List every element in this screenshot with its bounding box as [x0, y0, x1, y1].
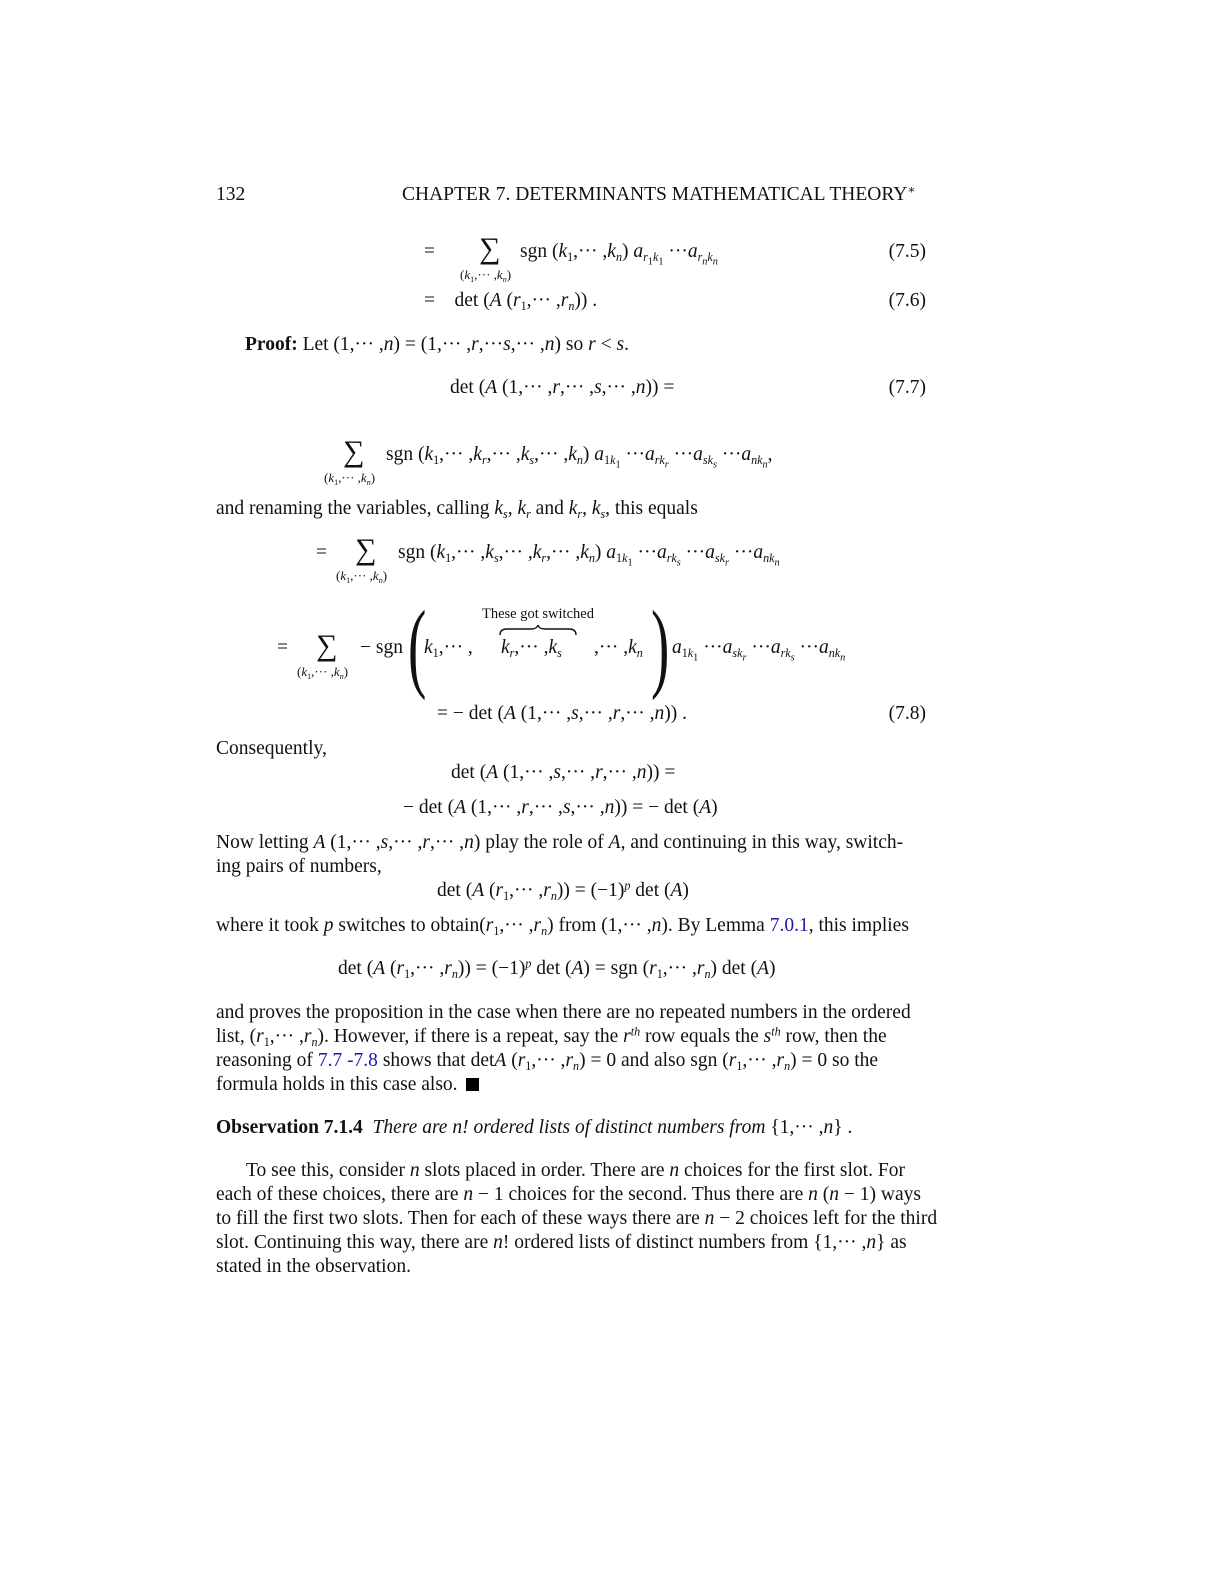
eq-7-7: det (A (1,··· ,r,··· ,s,··· ,n)) =: [450, 377, 675, 398]
sum-sign: ∑: [355, 533, 377, 566]
text: choices for the first slot. For: [683, 1160, 905, 1181]
equation-number: (7.6): [888, 290, 926, 311]
closing-line-1: To see this, consider n slots placed in order. There are n choices for the first slot. For: [246, 1160, 905, 1181]
renaming-line: and renaming the variables, calling $k_s$, $k_r$ and $k_r$, $k_s$, this equals: [216, 498, 698, 522]
eq-7-7-link[interactable]: 7.7: [317, 1050, 343, 1071]
text: where it took: [216, 915, 319, 936]
final-line-2: list, $(r_1,\cdot\cdot\cdot ,r_n)$. However, if there is a repeat, say the $r^{th}$ row equals the $s^{th}$ row, then the: [216, 1024, 887, 1050]
text: row, then the: [785, 1026, 887, 1047]
overbrace: [499, 624, 577, 636]
sum-index: $(k_1,\cdot\cdot\cdot ,k_n)$: [336, 568, 388, 585]
text: choices for the second. Thus there are: [508, 1184, 804, 1205]
switch-eq: det (A $(r_1,\cdot\cdot\cdot ,r_n)) = (-1)^p$ det (A): [437, 878, 689, 904]
left-paren: (: [408, 590, 427, 701]
chapter-title: CHAPTER 7. DETERMINANTS MATHEMATICAL THEORY: [402, 184, 908, 205]
equation-number: (7.7): [888, 377, 926, 398]
switched-equals: =: [277, 637, 288, 658]
text: play the role of: [485, 832, 604, 853]
final-line-1: and proves the proposition in the case when there are no repeated numbers in the ordered: [216, 1002, 911, 1023]
text: row equals the: [645, 1026, 759, 1047]
text: ordered lists of distinct numbers from: [473, 1117, 766, 1138]
text: choices left for the third: [749, 1208, 938, 1229]
text: slot. Continuing this way, there are: [216, 1232, 489, 1253]
final-line-4: [216, 1074, 479, 1096]
consequently: Consequently,: [216, 738, 327, 759]
text: ways: [880, 1184, 921, 1205]
text: Now letting: [216, 832, 309, 853]
text: . However, if there is a repeat, say the: [323, 1026, 619, 1047]
right-paren: ): [651, 590, 670, 701]
qed-square-icon: [466, 1078, 479, 1091]
eq-7-8-link[interactable]: -7.8: [347, 1050, 378, 1071]
text: formula holds in this case also.: [216, 1074, 458, 1095]
now-letting-line: Now letting A (1,··· ,s,··· ,r,··· ,n) play the role of A, and continuing in this way, switch-: [216, 832, 904, 853]
brace-label: These got switched: [482, 606, 594, 622]
final-line-3: reasoning of 7.7 -7.8 shows that detA $(r_1,\cdot\cdot\cdot ,r_n) = 0$ and also sgn $(r_1,\cdot\cdot\cdot ,r_n) = 0$ so the: [216, 1050, 879, 1074]
renamed-sum: sgn $(k_1,\cdot\cdot\cdot ,k_s,\cdot\cdot\cdot ,k_r,\cdot\cdot\cdot ,k_n)$ $a_{1k_1} \cdot\cdot\cdot a_{rk_s} \cdot\cdot\cdot a_{sk_r} \cdot\cdot\cdot a_{nk_n}$: [398, 542, 780, 569]
running-header: [402, 184, 916, 206]
observation-label: Observation 7.1.4: [216, 1117, 363, 1138]
consequence-eq-1: det (A (1,··· ,s,··· ,r,··· ,n)) =: [451, 762, 676, 783]
text: each of these choices, there are: [216, 1184, 459, 1205]
sum-sign: ∑: [479, 232, 501, 265]
closing-line-5: stated in the observation.: [216, 1256, 411, 1277]
switched-args-start: $k_1,\cdot\cdot\cdot$ ,: [424, 637, 473, 661]
switched-args-middle: $k_r,\cdot\cdot\cdot ,k_s$: [501, 637, 562, 661]
consequence-eq-2: − det (A (1,··· ,r,··· ,s,··· ,n)) = − det (A): [403, 797, 718, 818]
pairs-line: ing pairs of numbers,: [216, 856, 382, 877]
equation-number: (7.5): [888, 241, 926, 262]
where-line: where it took p switches to $obtain(r_1,\cdot\cdot\cdot ,r_n)$ from (1,··· ,n). By Lemma 7.0.1, this implies: [216, 915, 909, 939]
text: shows that det: [382, 1050, 495, 1071]
and-word: and: [535, 498, 564, 519]
text: and also sgn: [620, 1050, 718, 1071]
text: as: [890, 1232, 907, 1253]
text: ordered lists of distinct numbers from: [514, 1232, 809, 1253]
proof-line: Proof: Let (1,··· ,n) = (1,··· ,r,···s,··· ,n) so r < s.: [245, 334, 629, 355]
header-star: ∗: [907, 182, 916, 197]
text: from: [558, 915, 597, 936]
text: list,: [216, 1026, 245, 1047]
closing-line-2: each of these choices, there are n − 1 choices for the second. Thus there are n (n − 1) ways: [216, 1184, 921, 1205]
observation: Observation 7.1.4 There are n! ordered lists of distinct numbers from {1,··· ,n} .: [216, 1117, 853, 1138]
eq-7-6: = det (A $(r_1,\cdot\cdot\cdot ,r_n)$) .: [424, 290, 598, 314]
text: reasoning of: [216, 1050, 313, 1071]
sum-index: $(k_1,\cdot\cdot\cdot ,k_n)$: [324, 470, 376, 487]
text: to fill the first two slots. Then for each of these ways there are: [216, 1208, 700, 1229]
text: To see this, consider: [246, 1160, 405, 1181]
lemma-link[interactable]: 7.0.1: [769, 915, 809, 936]
closing-line-3: to fill the first two slots. Then for each of these ways there are n − 2 choices left for the third: [216, 1208, 938, 1229]
text: so the: [832, 1050, 879, 1071]
minus-sgn: − sgn: [360, 637, 403, 658]
renaming-text: and renaming the variables, calling: [216, 498, 490, 519]
text: switches to obtain: [338, 915, 480, 936]
switched-args-end: ,··· $,k_n$: [594, 637, 643, 661]
eq-7-8: = − det (A (1,··· ,s,··· ,r,··· ,n)) .: [437, 703, 687, 724]
page-number: 132: [216, 184, 246, 205]
text: slots placed in order. There are: [424, 1160, 665, 1181]
switched-product: $a_{1k_1} \cdot\cdot\cdot a_{sk_r} \cdot\cdot\cdot a_{rk_s} \cdot\cdot\cdot a_{nk_n}$: [672, 637, 846, 664]
eq-7-5-equals: =: [424, 241, 435, 262]
implies-eq: det (A $(r_1,\cdot\cdot\cdot ,r_n)) = (-1)^p$ det (A) = sgn $(r_1,\cdot\cdot\cdot ,r_n)$ det (A): [338, 956, 776, 982]
proof-label: Proof:: [245, 334, 298, 355]
text: and continuing in this way, switch-: [630, 832, 904, 853]
equation-number: (7.8): [888, 703, 926, 724]
renamed-equals: =: [316, 542, 327, 563]
closing-line-4: slot. Continuing this way, there are n! ordered lists of distinct numbers from {1,··· ,n} as: [216, 1232, 907, 1253]
sum-sign: ∑: [343, 435, 365, 468]
text: By Lemma: [677, 915, 765, 936]
expanded-sum: sgn $(k_1,\cdot\cdot\cdot ,k_r,\cdot\cdot\cdot ,k_s,\cdot\cdot\cdot ,k_n)$ $a_{1k_1} \cdot\cdot\cdot a_{rk_r} \cdot\cdot\cdot a_{sk_s} \cdot\cdot\cdot a_{nk_n}$,: [386, 444, 773, 471]
eq-7-5-body: sgn $(k_1,\cdot\cdot\cdot ,k_n)$ $a_{r_1k_1} \cdot\cdot\cdot a_{r_nk_n}$: [520, 241, 718, 268]
text: There are: [372, 1117, 448, 1138]
sum-index: $(k_1,\cdot\cdot\cdot ,k_n)$: [297, 664, 349, 681]
text: , this implies: [808, 915, 909, 936]
sum-index: $(k_1,\cdot\cdot\cdot ,k_n)$: [460, 267, 512, 284]
sum-sign: ∑: [316, 629, 338, 662]
renaming-tail: this equals: [614, 498, 698, 519]
